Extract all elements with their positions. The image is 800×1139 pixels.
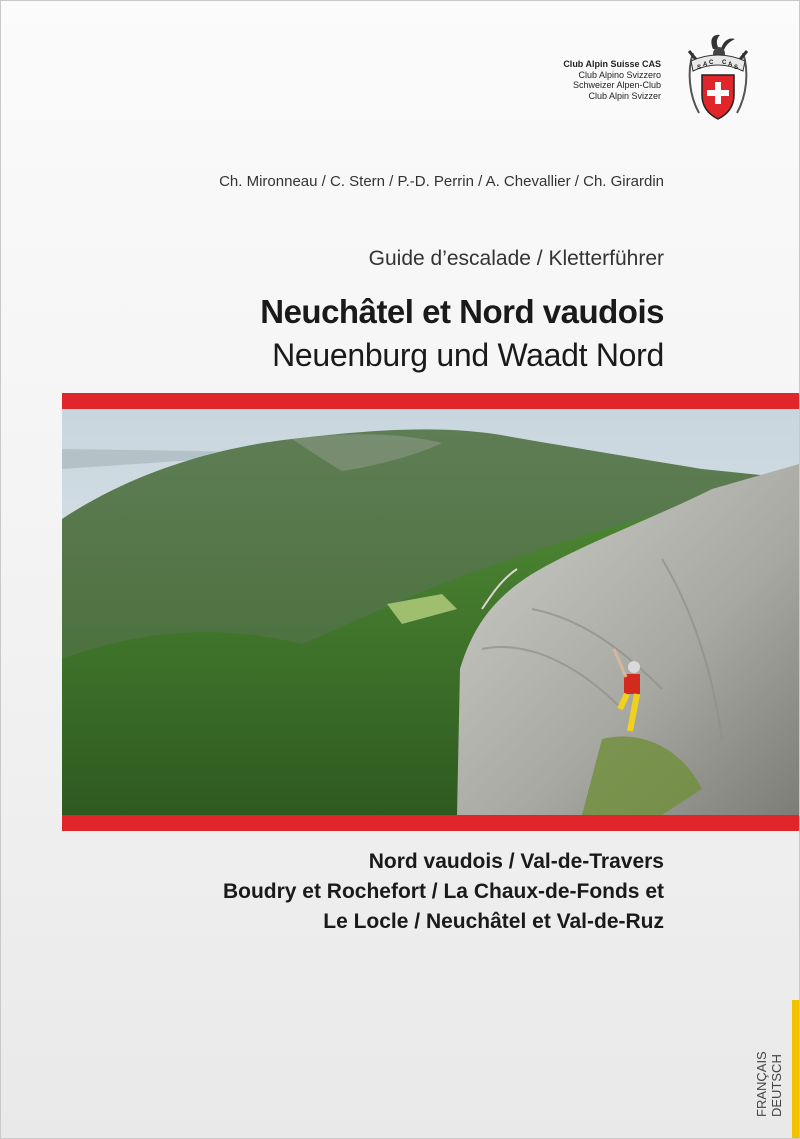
sac-crest-logo <box>683 33 753 127</box>
crest-letter: S <box>734 65 739 71</box>
publisher-line-fr: Club Alpin Suisse CAS <box>563 59 661 69</box>
region-line: Nord vaudois / Val-de-Travers <box>368 850 664 873</box>
red-band-top <box>62 393 799 409</box>
publisher-line-de: Schweizer Alpen-Club <box>572 80 661 90</box>
cover-photo-climber <box>62 409 799 815</box>
crest-letter: C <box>709 60 714 66</box>
language-german: DEUTSCH <box>769 1054 784 1117</box>
ibex-horns-icon <box>711 35 735 50</box>
publisher-line-rm: Club Alpin Svizzer <box>588 90 661 101</box>
crest-letter: A <box>703 62 708 68</box>
title-french: Neuchâtel et Nord vaudois <box>260 293 664 330</box>
language-french: FRANÇAIS <box>754 1051 769 1117</box>
region-line: Le Locle / Neuchâtel et Val-de-Ruz <box>323 910 664 933</box>
title-german: Neuenburg und Waadt Nord <box>272 337 664 373</box>
crest-letter: S <box>697 65 702 71</box>
publisher-line-it: Club Alpino Svizzero <box>578 69 661 80</box>
language-label <box>740 1031 788 1121</box>
author-list: Ch. Mironneau / C. Stern / P.-D. Perrin / A. Chevallier / Ch. Girardin <box>219 173 664 190</box>
crest-letter: A <box>728 62 733 68</box>
crest-letter: C <box>722 60 727 66</box>
region-list <box>223 847 664 937</box>
region-line: Boudry et Rochefort / La Chaux-de-Fonds et <box>222 880 664 903</box>
publisher-block <box>563 59 661 101</box>
guide-subtitle: Guide d’escalade / Kletterführer <box>368 247 664 270</box>
yellow-spine-strip <box>792 1000 799 1138</box>
red-band-bottom <box>62 815 799 831</box>
